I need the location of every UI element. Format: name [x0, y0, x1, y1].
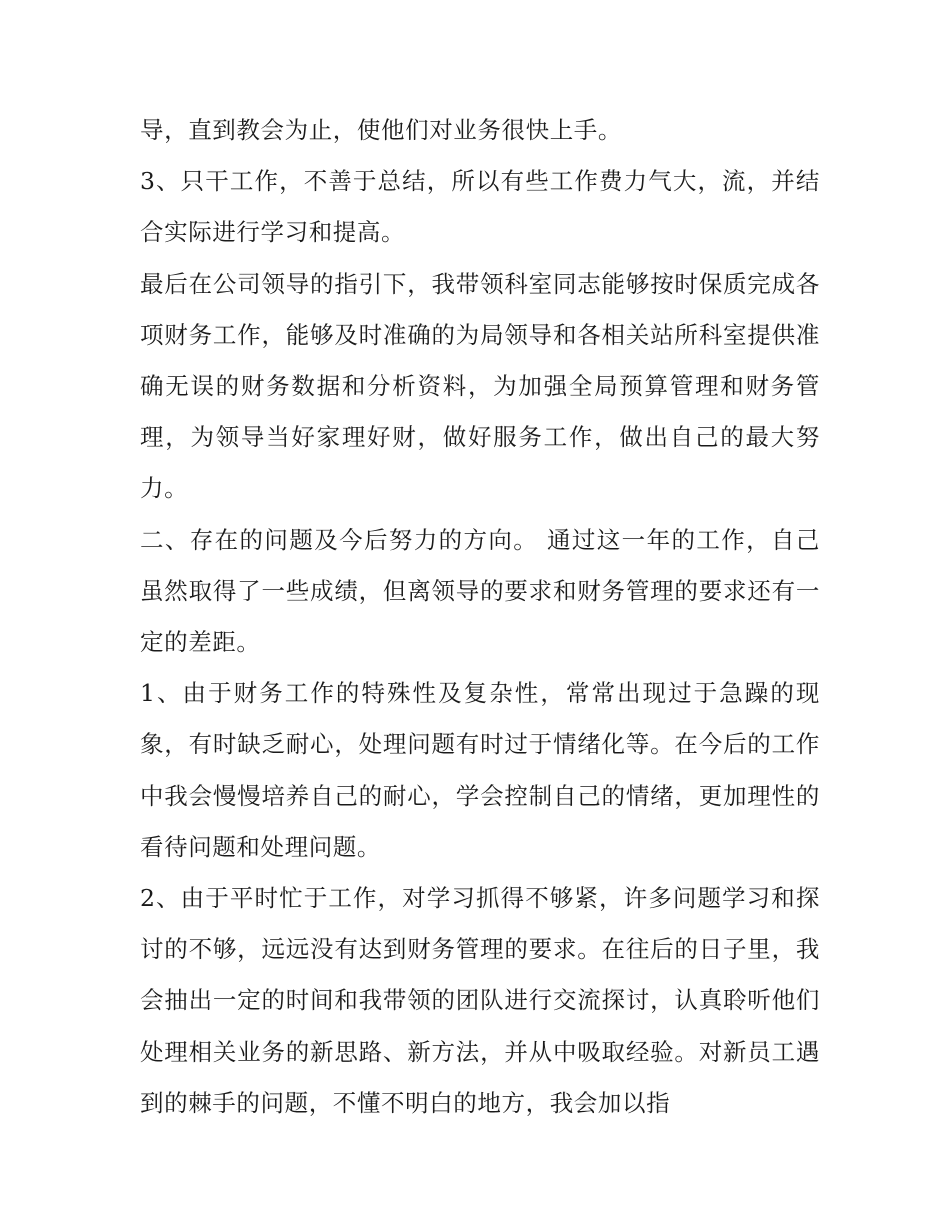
- paragraph-4: 二、存在的问题及今后努力的方向。 通过这一年的工作，自己虽然取得了一些成绩，但离领导的要求和财务管理的要求还有一定的差距。: [140, 525, 820, 657]
- paragraph-3: 最后在公司领导的指引下，我带领科室同志能够按时保质完成各项财务工作，能够及时准确的为局领导和各相关站所科室提供准确无误的财务数据和分析资料，为加强全局预算管理和财务管理，为领导当好家理好财，做好服务工作，做出自己的最大努力。: [140, 269, 820, 503]
- paragraph-5: 1、由于财务工作的特殊性及复杂性，常常出现过于急躁的现象，有时缺乏耐心，处理问题有时过于情绪化等。在今后的工作中我会慢慢培养自己的耐心，学会控制自己的情绪，更加理性的看待问题和处理问题。: [140, 679, 820, 861]
- document-body: [140, 105, 820, 1129]
- paragraph-6: 2、由于平时忙于工作，对学习抓得不够紧，许多问题学习和探讨的不够，远远没有达到财务管理的要求。在往后的日子里，我会抽出一定的时间和我带领的团队进行交流探讨，认真聆听他们处理相关业务的新思路、新方法，并从中吸取经验。对新员工遇到的棘手的问题，不懂不明白的地方，我会加以指: [140, 884, 820, 1117]
- paragraph-1: 导，直到教会为止，使他们对业务很快上手。: [140, 116, 622, 144]
- paragraph-2: 3、只干工作，不善于总结，所以有些工作费力气大，流，并结合实际进行学习和提高。: [140, 167, 820, 247]
